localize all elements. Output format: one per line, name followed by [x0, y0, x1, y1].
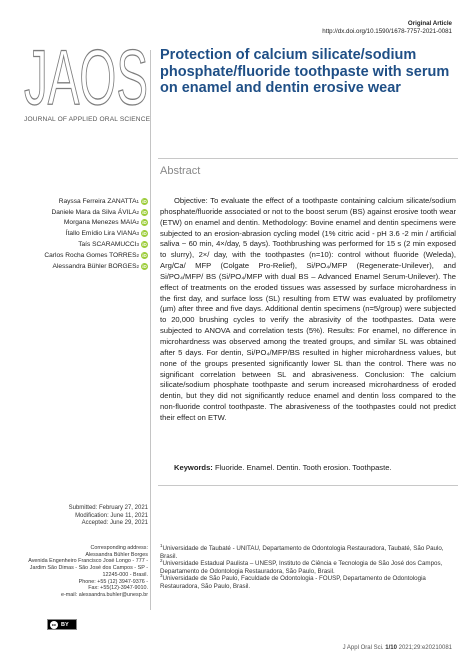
author-name: Daniele Mara da Silva ÁVILA — [51, 208, 137, 216]
affiliation-item — [160, 575, 456, 590]
author-name: Carlos Rocha Gomes TORRES — [44, 251, 137, 259]
author-affiliation-ref: 3 — [136, 242, 139, 248]
affiliation-number: 3 — [160, 573, 163, 579]
orcid-icon[interactable]: iD — [142, 242, 147, 248]
correspondence-line: Jardim São Dimas - São José dos Campos - SP - — [29, 565, 148, 572]
author-item — [44, 207, 148, 218]
correspondence-email[interactable]: e-mail: alessandra.buhler@unesp.br — [61, 591, 148, 598]
author-list — [44, 196, 148, 272]
author-item — [44, 261, 148, 272]
correspondence-block — [28, 545, 148, 599]
author-name: Rayssa Ferreira ZANATTA — [58, 197, 137, 205]
affiliation-item — [160, 542, 456, 560]
footer-page-number: 1/10 — [385, 645, 397, 651]
accepted-date: Accepted: June 29, 2021 — [81, 520, 148, 527]
correspondence-line: Phone: +55 (12) 3947-9376 - — [78, 578, 148, 585]
author-name: Ítallo Emídio Lira VIANA — [65, 230, 137, 238]
orcid-icon[interactable]: iD — [142, 220, 147, 226]
correspondence-line: Fax: +55(12)-3947-9010. — [88, 585, 148, 592]
keywords-divider — [158, 485, 458, 486]
author-item — [44, 228, 148, 239]
submission-dates — [69, 505, 148, 528]
article-title: Protection of calcium silicate/sodium phosphate/fluoride toothpaste with serum on enamel and dentin erosive wear — [160, 47, 450, 97]
affiliation-text: Universidade Estadual Paulista – UNESP, Instituto de Ciência e Tecnologia de São José dos Campos, Departamento de Odontologia Restauradora, São Paulo, Brasil. — [160, 560, 443, 575]
column-divider — [150, 50, 151, 610]
correspondence-line: Alessandra Bühler Borges — [85, 551, 148, 558]
orcid-icon[interactable]: iD — [142, 198, 147, 204]
author-item — [44, 250, 148, 261]
affiliation-text: Universidade de São Paulo, Faculdade de Odontologia - FOUSP, Departamento de Odontologia Restauradora, São Paulo, Brasil. — [160, 575, 426, 590]
article-header — [322, 20, 452, 36]
modification-date: Modification: June 11, 2021 — [75, 512, 148, 519]
author-name: Alessandra Bühler BORGES — [52, 262, 137, 270]
abstract-heading: Abstract — [160, 165, 201, 177]
abstract-text: Objective: To evaluate the effect of a toothpaste containing calcium silicate/sodium phosphate/fluoride associated or not to the boost serum (BS) against erosive tooth wear (ETW) on enamel and dentin. Methodology: Bovine enamel and dentin specimens were subjected to an erosion-abrasion cycling model (1% citric acid - pH 3.6 -2 min / artificial saliva ~ 60 min, 4×/day, 5 days). Toothbrushing was performed for 15 s (2 min exposed to slurry), 2×/ day, with the toothpastes (n=10): control without fluoride (Weleda), Arg/Ca/ MFP (Colgate Pro-Relief), Si/PO₄/MFP (Regenerate-Unilever), and Si/PO₄/MFP/ BS (Si/PO₄/MFP with dual BS – Advanced Enamel Serum-Unilever). The effect of treatments on the eroded tissues was assessed by surface microhardness in the first day, and surface loss (SL) resulting from ETW was evaluated by profilometry (μm) after three and five days. Additional dentin specimens (n=5/group) were subjected to 20,000 brushing cycles to verify the abrasivity of the toothpastes. Data were subjected to ANOVA and correlation tests (5%). Results: For enamel, no difference in microhardness was observed among the treated groups, and similar SL was obtained after 5 days. For dentin, Si/PO₄/MFP/BS resulted in higher microhardness values, but none of the groups presented significantly lower SL than the control. There was no significant correlation between SL and abrasiveness. Conclusion: The calcium silicate/sodium phosphate toothpaste and serum increased microhardness of eroded dentin, but they did not significantly reduce enamel and dentin loss compared to the non-fluoride control toothpaste. The abrasiveness of the toothpastes could not predict their effect on ETW. — [160, 196, 456, 422]
logo-text: JAOS — [24, 36, 148, 112]
orcid-icon[interactable]: iD — [142, 252, 147, 258]
affiliation-item — [160, 560, 456, 575]
doi-link[interactable]: http://dx.doi.org/10.1590/1678-7757-2021-0081 — [322, 28, 452, 35]
orcid-icon[interactable]: iD — [142, 263, 147, 269]
page-footer — [343, 645, 452, 651]
affiliation-number: 2 — [160, 558, 163, 564]
affiliations — [160, 542, 456, 591]
keywords-text: Fluoride. Enamel. Dentin. Tooth erosion. Toothpaste. — [214, 463, 392, 472]
affiliation-text: Universidade de Taubaté - UNITAU, Departamento de Odontologia Restauradora, Taubaté, São Paulo, Brasil. — [160, 545, 444, 560]
keywords-label: Keywords: — [174, 463, 213, 472]
author-affiliation-ref: 2 — [136, 220, 139, 226]
author-item — [44, 218, 148, 229]
submitted-date: Submitted: February 27, 2021 — [68, 505, 148, 511]
orcid-icon[interactable]: iD — [142, 209, 147, 215]
correspondence-line: Avenida Engenheiro Francisco José Longo - 777 - — [28, 558, 148, 565]
creative-commons-icon: cc — [51, 622, 57, 627]
author-name: Morgana Menezes MAIA — [63, 219, 137, 227]
author-affiliation-ref: 1 — [136, 198, 139, 204]
orcid-icon[interactable]: iD — [142, 231, 147, 237]
article-type: Original Article — [407, 20, 452, 27]
author-affiliation-ref: 2 — [136, 209, 139, 215]
title-divider — [158, 158, 458, 159]
keywords — [174, 463, 392, 472]
author-name: Taís SCARAMUCCI — [78, 241, 137, 249]
author-item — [44, 196, 148, 207]
footer-journal: J Appl Oral Sci. — [342, 645, 384, 651]
author-affiliation-ref: 3 — [136, 231, 139, 237]
correspondence-line: 12245-000 - Brasil. — [102, 571, 148, 578]
journal-subtitle: JOURNAL OF APPLIED ORAL SCIENCE — [24, 116, 151, 123]
journal-logo — [24, 36, 151, 126]
author-item — [44, 239, 148, 250]
jaos-logo-mark — [24, 36, 148, 112]
footer-citation: 2021;29:e20210081 — [398, 645, 452, 651]
license-by-label: BY — [61, 621, 69, 628]
cc-by-license-badge[interactable] — [47, 619, 77, 630]
affiliation-number: 1 — [160, 542, 163, 548]
correspondence-line: Corresponding address: — [90, 545, 148, 551]
author-affiliation-ref: 2 — [136, 263, 139, 269]
author-affiliation-ref: 2 — [136, 252, 139, 258]
